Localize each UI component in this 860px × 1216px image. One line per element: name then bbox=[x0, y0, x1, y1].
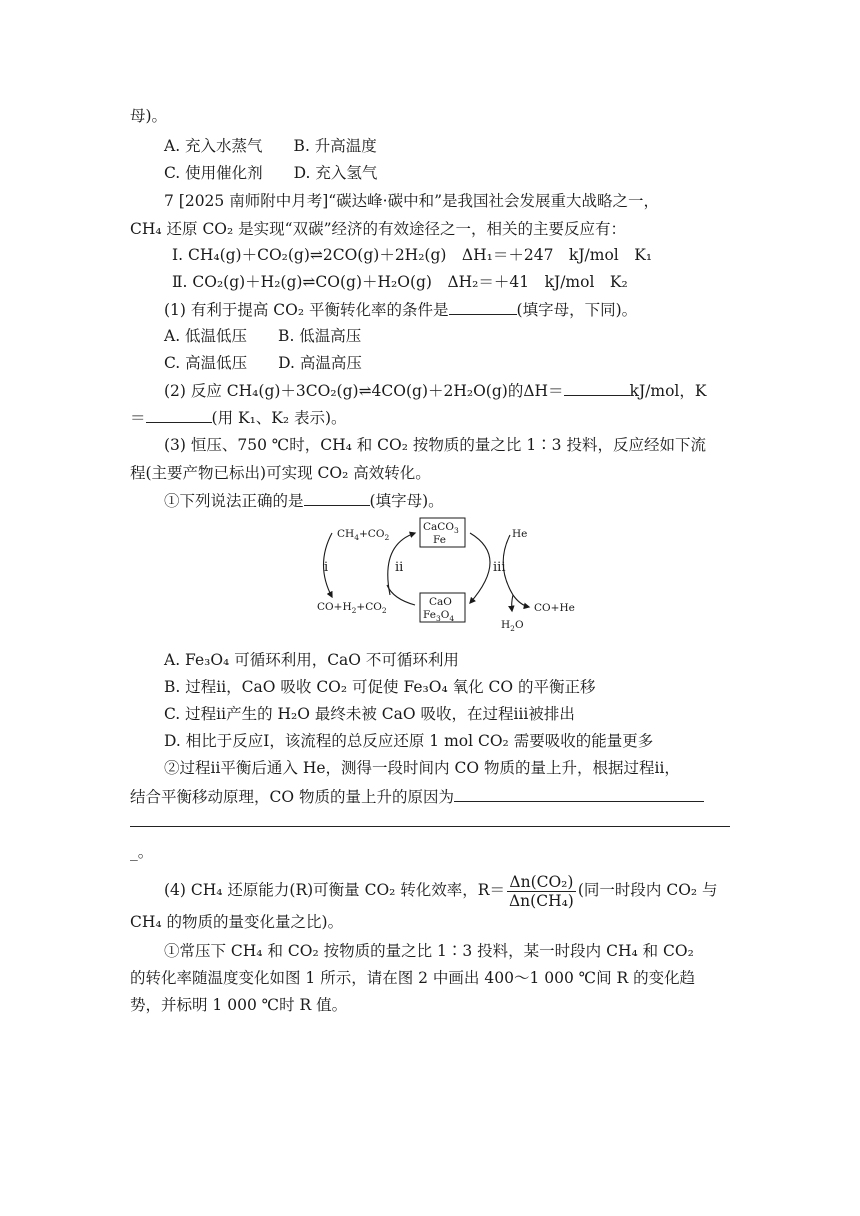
step-label-ii: ii bbox=[395, 560, 404, 575]
equation-line: Ⅰ. CH₄(g)＋CO₂(g)⇌2CO(g)＋2H₂(g) ΔH₁＝＋247 kJ/mol K₁ bbox=[172, 246, 653, 264]
reaction-flow-diagram bbox=[315, 515, 580, 635]
process-ii-return-curve bbox=[387, 585, 415, 605]
box-label-fe: Fe bbox=[433, 534, 446, 546]
text-segment: (同一时段内 CO₂ 与 bbox=[577, 881, 718, 899]
process-iii-arrow bbox=[470, 533, 490, 603]
answer-blank[interactable] bbox=[454, 786, 704, 802]
question-part-2 bbox=[164, 380, 706, 401]
answer-blank[interactable] bbox=[304, 490, 370, 506]
text-line bbox=[130, 786, 704, 807]
question-heading: 7 [2025 南师附中月考]“碳达峰·碳中和”是我国社会发展重大战略之一， bbox=[164, 192, 660, 210]
co-he-label: CO+He bbox=[534, 602, 575, 614]
he-flow-arrow bbox=[503, 535, 529, 607]
h2o-out-arrow bbox=[512, 595, 513, 611]
text-segment: kJ/mol，K bbox=[629, 382, 707, 400]
question-part-4 bbox=[164, 870, 718, 910]
text-line: _。 bbox=[130, 843, 154, 861]
subquestion-line: ①常压下 CH₄ 和 CO₂ 按物质的量之比 1∶3 投料，某一时段内 CH₄ 和 CO₂ bbox=[164, 942, 694, 960]
answer-line[interactable] bbox=[130, 826, 730, 827]
subquestion-line bbox=[164, 490, 444, 511]
text-line: 母)。 bbox=[130, 107, 168, 125]
fraction-denominator: Δn(CH₄) bbox=[508, 891, 574, 910]
subquestion-line: ②过程ⅱ平衡后通入 He，测得一段时间内 CO 物质的量上升，根据过程ⅱ， bbox=[164, 759, 680, 777]
text-segment: ①下列说法正确的是 bbox=[164, 492, 304, 510]
he-label: He bbox=[512, 528, 528, 540]
choice-d: D. 相比于反应Ⅰ，该流程的总反应还原 1 mol CO₂ 需要吸收的能量更多 bbox=[164, 732, 654, 750]
text-segment: (1) 有利于提高 CO₂ 平衡转化率的条件是 bbox=[164, 301, 449, 319]
fraction-numerator: Δn(CO₂) bbox=[507, 873, 576, 892]
answer-blank[interactable] bbox=[146, 407, 212, 423]
choice-b: B. 过程ⅱ，CaO 吸收 CO₂ 可促使 Fe₃O₄ 氧化 CO 的平衡正移 bbox=[164, 678, 596, 696]
option-line: C. 使用催化剂 D. 充入氢气 bbox=[164, 164, 378, 182]
box-label-cao: CaO bbox=[429, 596, 452, 608]
box-label-fe3o4: $Fe_3O_4$ bbox=[423, 609, 455, 623]
text-segment: (用 K₁、K₂ 表示)。 bbox=[211, 409, 347, 427]
text-line: 程(主要产物已标出)可实现 CO₂ 高效转化。 bbox=[130, 464, 431, 482]
text-segment: (填字母)。 bbox=[369, 492, 444, 510]
text-segment: (填字母，下同)。 bbox=[516, 301, 638, 319]
step-label-i: i bbox=[324, 560, 329, 575]
text-segment: (2) 反应 CH₄(g)＋3CO₂(g)⇌4CO(g)＋2H₂O(g)的ΔH＝ bbox=[164, 382, 564, 400]
output-label: $CO+H_2+CO_2$ bbox=[317, 601, 387, 615]
text-segment: 结合平衡移动原理，CO 物质的量上升的原因为 bbox=[130, 788, 454, 806]
text-segment: (4) CH₄ 还原能力(R)可衡量 CO₂ 转化效率，R＝ bbox=[164, 881, 505, 899]
equation-line: Ⅱ. CO₂(g)＋H₂(g)⇌CO(g)＋H₂O(g) ΔH₂＝＋41 kJ/mol K₂ bbox=[172, 273, 628, 291]
text-line: 的转化率随温度变化如图 1 所示，请在图 2 中画出 400～1 000 ℃间 R 的变化趋 bbox=[130, 969, 696, 987]
answer-blank[interactable] bbox=[449, 299, 517, 315]
question-part-1 bbox=[164, 299, 637, 320]
input-label: $CH_4+CO_2$ bbox=[337, 528, 390, 542]
text-line: CH₄ 的物质的量变化量之比)。 bbox=[130, 913, 344, 931]
question-part-3: (3) 恒压、750 ℃时，CH₄ 和 CO₂ 按物质的量之比 1∶3 投料，反应经如下流 bbox=[164, 436, 706, 454]
text-line: CH₄ 还原 CO₂ 是实现“双碳”经济的有效途径之一，相关的主要反应有： bbox=[130, 220, 627, 238]
option-line: A. 低温低压 B. 低温高压 bbox=[164, 327, 362, 345]
choice-a: A. Fe₃O₄ 可循环利用，CaO 不可循环利用 bbox=[164, 651, 459, 669]
step-label-iii: iii bbox=[493, 560, 506, 575]
text-line: 势，并标明 1 000 ℃时 R 值。 bbox=[130, 996, 348, 1014]
choice-c: C. 过程ⅱ产生的 H₂O 最终未被 CaO 吸收，在过程ⅲ被排出 bbox=[164, 705, 575, 723]
r-fraction bbox=[507, 873, 576, 910]
text-segment: ＝ bbox=[130, 409, 146, 427]
text-line bbox=[130, 407, 347, 428]
h2o-label: $H_2O$ bbox=[501, 619, 524, 633]
answer-blank[interactable] bbox=[564, 380, 630, 396]
box-label-caco3: CaCO$_3$ bbox=[423, 521, 459, 535]
option-line: C. 高温低压 D. 高温高压 bbox=[164, 354, 362, 372]
option-line: A. 充入水蒸气 B. 升高温度 bbox=[164, 137, 377, 155]
